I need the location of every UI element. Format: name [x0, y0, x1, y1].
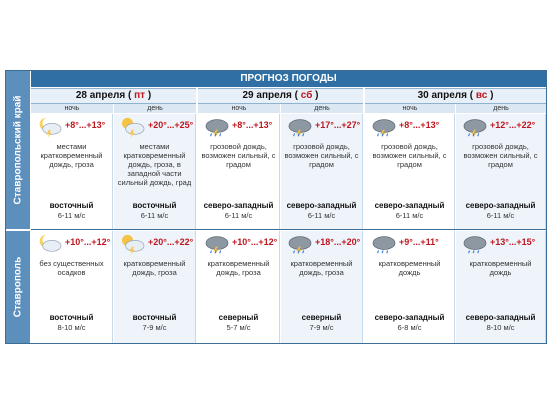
wind-direction: северо-западный [465, 313, 536, 322]
weather-description: кратковременный дождь [469, 259, 532, 277]
weather-description: кратковременный дождь, гроза [207, 259, 270, 277]
thunderstorm-cloud-icon [203, 233, 231, 255]
forecast-cell [198, 114, 280, 229]
temperature-range: +20°...+25° [148, 120, 194, 130]
temperature-range: +10°...+12° [65, 237, 111, 247]
temperature-range: +17°...+27° [315, 120, 361, 130]
partly-cloudy-sun-rain-thunder-icon [119, 233, 147, 255]
forecast-cell [281, 231, 363, 343]
weather-description: местами кратковременный дождь, гроза [40, 142, 103, 169]
period-night: ночь [365, 104, 455, 113]
wind-speed: 6-11 м/с [140, 211, 169, 220]
forecast-cell [365, 231, 455, 343]
temperature-range: +8°...+13° [232, 120, 273, 130]
wind-direction: северный [218, 313, 259, 322]
day-header: 29 апреля ( сб ) [198, 88, 363, 104]
wind-direction: северный [301, 313, 342, 322]
wind-speed: 6-11 м/с [57, 211, 86, 220]
temperature-range: +12°...+22° [490, 120, 536, 130]
wind-speed: 6-11 м/с [395, 211, 424, 220]
forecast-cell [31, 114, 113, 229]
forecast-cell [114, 231, 196, 343]
weather-description: без существенных осадков [39, 259, 104, 277]
wind-direction: северо-западный [374, 201, 445, 210]
forecast-cell [114, 114, 196, 229]
thunderstorm-cloud-icon [370, 116, 398, 138]
weather-description: грозовой дождь, возможен сильный, с градом [284, 142, 359, 169]
weather-description: грозовой дождь, возможен сильный, с градом [201, 142, 276, 169]
partly-cloudy-moon-rain-thunder-icon [36, 116, 64, 138]
forecast-title: ПРОГНОЗ ПОГОДЫ [31, 71, 546, 87]
wind-speed: 6-11 м/с [486, 211, 515, 220]
temperature-range: +18°...+20° [315, 237, 361, 247]
day-date: 29 апреля [242, 90, 292, 101]
period-night: ночь [31, 104, 113, 113]
region-label: Ставропольский край [6, 71, 30, 229]
wind-direction: восточный [132, 201, 177, 210]
region-label: Ставрополь [6, 231, 30, 343]
wind-speed: 6-8 м/с [397, 323, 422, 332]
partly-cloudy-moon-icon [36, 233, 64, 255]
period-day: день [456, 104, 546, 113]
weather-description: кратковременный дождь [378, 259, 441, 277]
wind-speed: 8-10 м/с [57, 323, 86, 332]
period-day: день [114, 104, 196, 113]
region-divider [31, 229, 546, 230]
wind-speed: 6-11 м/с [224, 211, 253, 220]
rain-cloud-icon [461, 233, 489, 255]
day-date: 30 апреля [417, 90, 467, 101]
weather-description: кратковременный дождь, гроза [123, 259, 186, 277]
day-weekday: пт [134, 90, 146, 101]
day-weekday: сб [300, 90, 313, 101]
temperature-range: +20°...+22° [148, 237, 194, 247]
wind-direction: северо-западный [465, 201, 536, 210]
day-header: 28 апреля ( пт ) [31, 88, 196, 104]
wind-direction: северо-западный [374, 313, 445, 322]
wind-direction: северо-западный [286, 201, 357, 210]
weather-description: кратковременный дождь, гроза [290, 259, 353, 277]
wind-speed: 7-9 м/с [309, 323, 334, 332]
period-night: ночь [198, 104, 280, 113]
day-header: 30 апреля ( вс ) [365, 88, 546, 104]
forecast-cell [198, 231, 280, 343]
thunderstorm-cloud-icon [203, 116, 231, 138]
rain-cloud-icon [370, 233, 398, 255]
thunderstorm-cloud-icon [286, 233, 314, 255]
wind-direction: восточный [49, 201, 94, 210]
wind-direction: северо-западный [203, 201, 274, 210]
temperature-range: +13°...+15° [490, 237, 536, 247]
temperature-range: +10°...+12° [232, 237, 278, 247]
wind-direction: восточный [132, 313, 177, 322]
day-date: 28 апреля [75, 90, 126, 101]
wind-speed: 6-11 м/с [307, 211, 336, 220]
wind-speed: 5-7 м/с [226, 323, 251, 332]
thunderstorm-cloud-icon [286, 116, 314, 138]
day-weekday: вс [475, 90, 488, 101]
weather-description: грозовой дождь, возможен сильный, с градом [372, 142, 447, 169]
weather-description: местами кратковременный дождь, гроза, в западной части сильный дождь, град [117, 142, 192, 187]
forecast-cell [281, 114, 363, 229]
weather-description: грозовой дождь, возможен сильный, с градом [463, 142, 538, 169]
wind-speed: 8-10 м/с [486, 323, 515, 332]
forecast-cell [456, 231, 546, 343]
temperature-range: +8°...+13° [65, 120, 106, 130]
wind-direction: восточный [49, 313, 94, 322]
wind-speed: 7-9 м/с [142, 323, 167, 332]
partly-cloudy-sun-rain-thunder-icon [119, 116, 147, 138]
weather-forecast-table [5, 70, 547, 344]
forecast-cell [365, 114, 455, 229]
temperature-range: +9°...+11° [399, 237, 439, 247]
temperature-range: +8°...+13° [399, 120, 440, 130]
thunderstorm-cloud-icon [461, 116, 489, 138]
period-day: день [281, 104, 363, 113]
forecast-cell [31, 231, 113, 343]
forecast-cell [456, 114, 546, 229]
